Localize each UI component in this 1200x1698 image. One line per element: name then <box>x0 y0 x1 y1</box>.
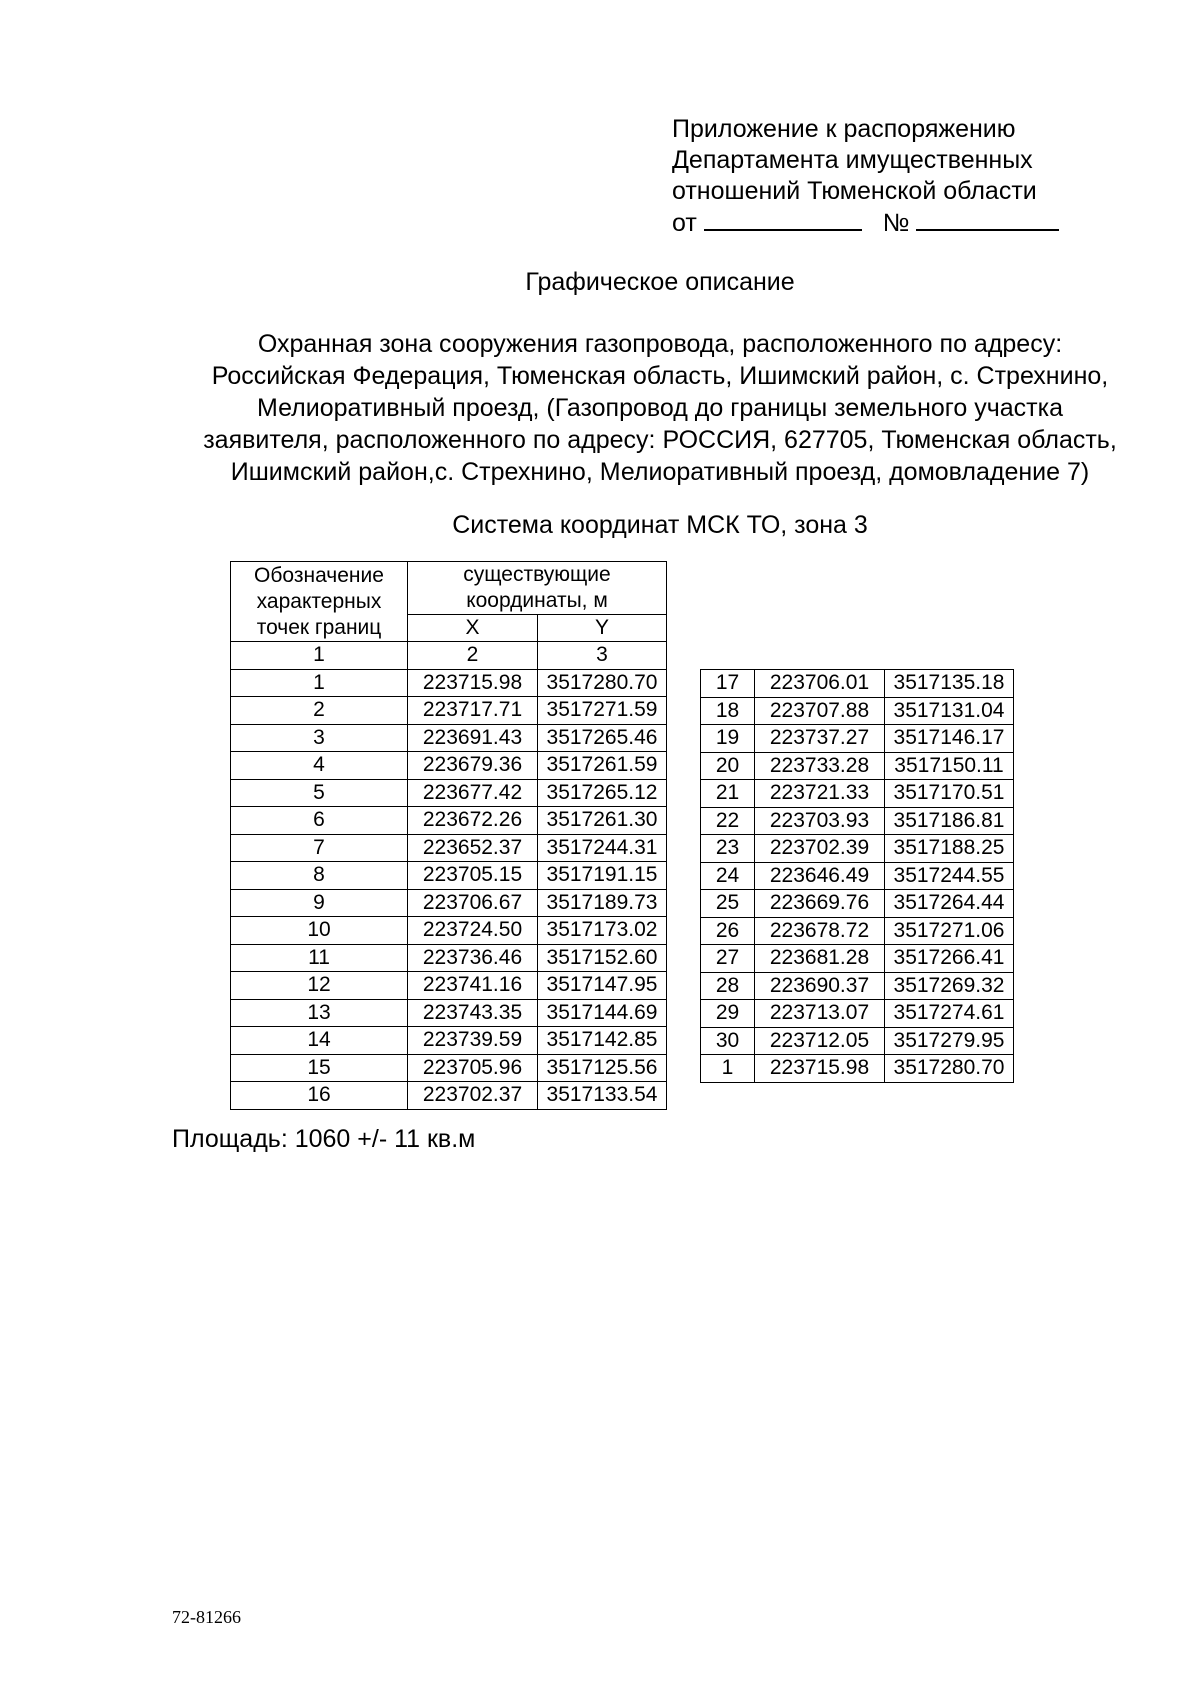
table-row <box>231 1082 667 1110</box>
point-id-cell: 5 <box>231 779 408 807</box>
point-id-cell: 8 <box>231 862 408 890</box>
table-row <box>701 972 1014 1000</box>
point-id-cell: 11 <box>231 944 408 972</box>
point-id-cell: 9 <box>231 889 408 917</box>
point-id-cell: 25 <box>701 890 755 918</box>
coords-header: существующие координаты, м <box>408 562 667 615</box>
y-coordinate-cell: 3517142.85 <box>538 1027 667 1055</box>
x-coordinate-cell: 223702.39 <box>755 835 885 863</box>
table-header-row <box>231 562 667 615</box>
point-id-cell: 2 <box>231 697 408 725</box>
y-coordinate-cell: 3517188.25 <box>885 835 1014 863</box>
table-row <box>231 752 667 780</box>
y-coordinate-cell: 3517186.81 <box>885 807 1014 835</box>
appendix-line-1: Приложение к распоряжению <box>672 115 1016 143</box>
y-coordinate-cell: 3517244.55 <box>885 862 1014 890</box>
y-coordinate-cell: 3517170.51 <box>885 780 1014 808</box>
x-coordinate-cell: 223677.42 <box>408 779 538 807</box>
x-coordinate-cell: 223672.26 <box>408 807 538 835</box>
table-row <box>701 752 1014 780</box>
column-number-1: 1 <box>231 642 408 670</box>
point-id-cell: 24 <box>701 862 755 890</box>
coordinate-system: Система координат МСК ТО, зона 3 <box>452 511 868 539</box>
point-id-cell: 3 <box>231 724 408 752</box>
x-coordinate-cell: 223706.01 <box>755 670 885 698</box>
point-id-cell: 14 <box>231 1027 408 1055</box>
point-id-cell: 29 <box>701 1000 755 1028</box>
x-coordinate-cell: 223707.88 <box>755 697 885 725</box>
y-coordinate-cell: 3517144.69 <box>538 999 667 1027</box>
y-coordinate-cell: 3517133.54 <box>538 1082 667 1110</box>
y-coordinate-cell: 3517269.32 <box>885 972 1014 1000</box>
table-row <box>231 889 667 917</box>
column-number-2: 2 <box>408 642 538 670</box>
point-id-cell: 18 <box>701 697 755 725</box>
x-coordinate-cell: 223721.33 <box>755 780 885 808</box>
x-coordinate-cell: 223702.37 <box>408 1082 538 1110</box>
point-id-cell: 16 <box>231 1082 408 1110</box>
table-row <box>701 945 1014 973</box>
table-row <box>231 917 667 945</box>
point-id-cell: 22 <box>701 807 755 835</box>
point-id-cell: 1 <box>701 1055 755 1083</box>
table-row <box>701 890 1014 918</box>
point-id-cell: 10 <box>231 917 408 945</box>
y-coordinate-cell: 3517271.59 <box>538 697 667 725</box>
number-blank <box>916 207 1059 231</box>
description-line-5: Ишимский район,с. Стрехнино, Мелиоративный проезд, домовладение 7) <box>230 458 1090 486</box>
table-row <box>701 917 1014 945</box>
y-coordinate-cell: 3517261.59 <box>538 752 667 780</box>
point-id-cell: 30 <box>701 1027 755 1055</box>
y-coordinate-cell: 3517271.06 <box>885 917 1014 945</box>
appendix-header <box>672 114 1059 239</box>
date-blank <box>704 207 862 231</box>
y-coordinate-cell: 3517191.15 <box>538 862 667 890</box>
zone-description <box>150 328 1170 488</box>
appendix-line-3: отношений Тюменской области <box>672 177 1037 205</box>
point-id-cell: 7 <box>231 834 408 862</box>
table-row <box>231 697 667 725</box>
y-coordinate-cell: 3517261.30 <box>538 807 667 835</box>
y-coordinate-cell: 3517146.17 <box>885 725 1014 753</box>
x-coordinate-cell: 223741.16 <box>408 972 538 1000</box>
table-row <box>701 1027 1014 1055</box>
coordinates-table-left <box>230 561 667 1110</box>
point-id-cell: 15 <box>231 1054 408 1082</box>
table-row <box>701 835 1014 863</box>
x-coordinate-cell: 223736.46 <box>408 944 538 972</box>
point-id-cell: 4 <box>231 752 408 780</box>
y-coordinate-cell: 3517135.18 <box>885 670 1014 698</box>
table-row <box>231 972 667 1000</box>
table-row <box>231 1027 667 1055</box>
area-text: Площадь: 1060 +/- 11 кв.м <box>172 1125 476 1153</box>
y-coordinate-cell: 3517147.95 <box>538 972 667 1000</box>
y-coordinate-cell: 3517152.60 <box>538 944 667 972</box>
table-row <box>701 725 1014 753</box>
table-row <box>231 834 667 862</box>
point-id-cell: 1 <box>231 669 408 697</box>
y-coordinate-cell: 3517150.11 <box>885 752 1014 780</box>
x-coordinate-cell: 223646.49 <box>755 862 885 890</box>
y-coordinate-cell: 3517265.12 <box>538 779 667 807</box>
table-row <box>701 862 1014 890</box>
table-row <box>701 1000 1014 1028</box>
x-coordinate-cell: 223715.98 <box>755 1055 885 1083</box>
table-row <box>701 780 1014 808</box>
document-number: 72-81266 <box>172 1607 241 1627</box>
x-coordinate-cell: 223703.93 <box>755 807 885 835</box>
x-coordinate-cell: 223690.37 <box>755 972 885 1000</box>
y-coordinate-cell: 3517265.46 <box>538 724 667 752</box>
y-coordinate-cell: 3517279.95 <box>885 1027 1014 1055</box>
document-title: Графическое описание <box>525 268 795 296</box>
x-coordinate-cell: 223691.43 <box>408 724 538 752</box>
table-row <box>701 807 1014 835</box>
x-coordinate-cell: 223715.98 <box>408 669 538 697</box>
x-coordinate-cell: 223706.67 <box>408 889 538 917</box>
x-coordinate-cell: 223705.15 <box>408 862 538 890</box>
x-coordinate-cell: 223705.96 <box>408 1054 538 1082</box>
point-id-cell: 23 <box>701 835 755 863</box>
points-header: Обозначение характерных точек границ <box>231 562 408 642</box>
description-line-3: Мелиоративный проезд, (Газопровод до границы земельного участка <box>257 394 1063 422</box>
column-number-3: 3 <box>538 642 667 670</box>
x-coordinate-cell: 223678.72 <box>755 917 885 945</box>
table-row <box>231 669 667 697</box>
x-header: X <box>408 615 538 642</box>
x-coordinate-cell: 223713.07 <box>755 1000 885 1028</box>
y-coordinate-cell: 3517264.44 <box>885 890 1014 918</box>
y-coordinate-cell: 3517244.31 <box>538 834 667 862</box>
table-row <box>701 1055 1014 1083</box>
y-coordinate-cell: 3517173.02 <box>538 917 667 945</box>
table-number-row <box>231 642 667 670</box>
point-id-cell: 12 <box>231 972 408 1000</box>
description-line-2: Российская Федерация, Тюменская область, Ишимский район, с. Стрехнино, <box>211 362 1109 390</box>
appendix-date-line <box>672 207 1059 239</box>
number-sign: № <box>882 209 910 237</box>
point-id-cell: 19 <box>701 725 755 753</box>
point-id-cell: 28 <box>701 972 755 1000</box>
table-row <box>231 999 667 1027</box>
x-coordinate-cell: 223739.59 <box>408 1027 538 1055</box>
table-row <box>231 862 667 890</box>
appendix-line-2: Департамента имущественных <box>672 146 1033 174</box>
y-coordinate-cell: 3517266.41 <box>885 945 1014 973</box>
x-coordinate-cell: 223733.28 <box>755 752 885 780</box>
y-header: Y <box>538 615 667 642</box>
x-coordinate-cell: 223737.27 <box>755 725 885 753</box>
y-coordinate-cell: 3517274.61 <box>885 1000 1014 1028</box>
point-id-cell: 17 <box>701 670 755 698</box>
table-row <box>231 1054 667 1082</box>
point-id-cell: 26 <box>701 917 755 945</box>
description-line-1: Охранная зона сооружения газопровода, расположенного по адресу: <box>257 330 1063 358</box>
point-id-cell: 6 <box>231 807 408 835</box>
table-row <box>231 807 667 835</box>
x-coordinate-cell: 223652.37 <box>408 834 538 862</box>
x-coordinate-cell: 223724.50 <box>408 917 538 945</box>
y-coordinate-cell: 3517280.70 <box>538 669 667 697</box>
y-coordinate-cell: 3517125.56 <box>538 1054 667 1082</box>
x-coordinate-cell: 223712.05 <box>755 1027 885 1055</box>
y-coordinate-cell: 3517131.04 <box>885 697 1014 725</box>
x-coordinate-cell: 223669.76 <box>755 890 885 918</box>
coordinates-table-right <box>700 669 1014 1083</box>
y-coordinate-cell: 3517280.70 <box>885 1055 1014 1083</box>
x-coordinate-cell: 223679.36 <box>408 752 538 780</box>
table-row <box>231 724 667 752</box>
x-coordinate-cell: 223743.35 <box>408 999 538 1027</box>
table-row <box>701 670 1014 698</box>
x-coordinate-cell: 223681.28 <box>755 945 885 973</box>
y-coordinate-cell: 3517189.73 <box>538 889 667 917</box>
point-id-cell: 21 <box>701 780 755 808</box>
date-prefix: от <box>672 209 697 237</box>
table-row <box>231 944 667 972</box>
point-id-cell: 27 <box>701 945 755 973</box>
description-line-4: заявителя, расположенного по адресу: РОССИЯ, 627705, Тюменская область, <box>203 426 1117 454</box>
x-coordinate-cell: 223717.71 <box>408 697 538 725</box>
table-row <box>231 779 667 807</box>
point-id-cell: 13 <box>231 999 408 1027</box>
point-id-cell: 20 <box>701 752 755 780</box>
table-row <box>701 697 1014 725</box>
